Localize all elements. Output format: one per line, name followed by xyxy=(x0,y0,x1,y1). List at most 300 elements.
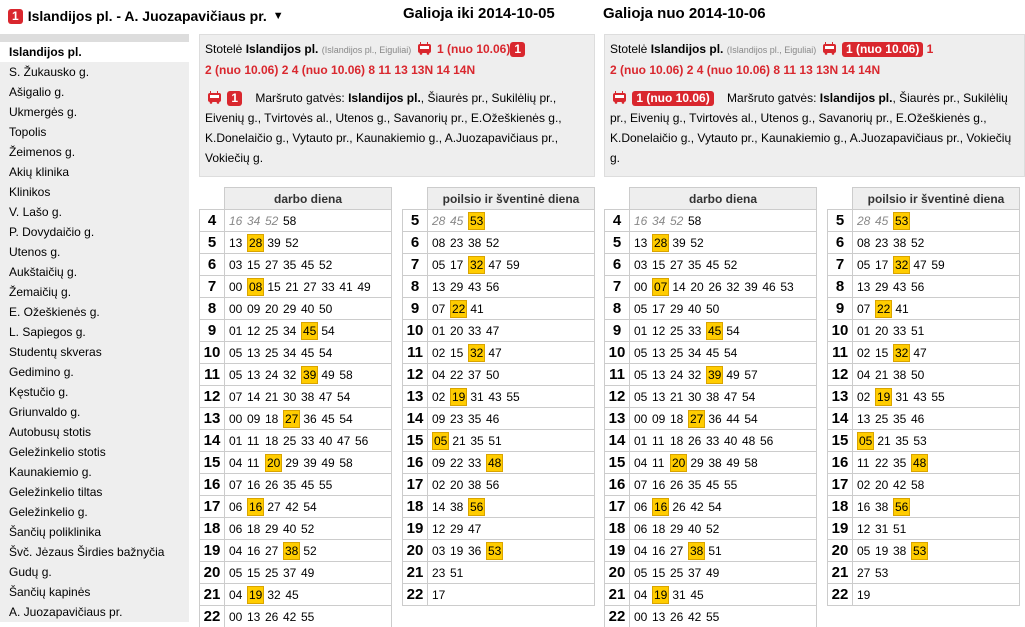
trolleybus-icon xyxy=(822,42,837,55)
hour-cell: 5 xyxy=(200,232,225,254)
departure-minute: 47 xyxy=(913,345,927,360)
departure-minute-highlighted: 39 xyxy=(708,367,722,382)
timetable-row xyxy=(403,584,595,606)
timetable-row xyxy=(605,232,817,254)
minutes-cell xyxy=(428,232,595,254)
stop-item[interactable]: Islandijos pl. xyxy=(0,42,189,62)
streets-label: Maršruto gatvės: xyxy=(255,91,345,105)
departure-minute-highlighted: 05 xyxy=(434,433,448,448)
departure-minute: 13 xyxy=(247,609,261,624)
departure-minute: 42 xyxy=(285,499,299,514)
timetable-row xyxy=(403,540,595,562)
hour-cell: 21 xyxy=(605,584,630,606)
stop-item[interactable]: Akių klinika xyxy=(9,165,70,179)
departure-minute: 35 xyxy=(688,477,702,492)
hour-cell: 13 xyxy=(403,386,428,408)
timetable-row xyxy=(200,452,392,474)
stop-item[interactable]: Topolis xyxy=(9,125,47,139)
timetable-row xyxy=(605,452,817,474)
departure-minute-highlighted: 48 xyxy=(488,455,502,470)
stop-item[interactable]: L. Sapiegos g. xyxy=(9,325,86,339)
timetable-row xyxy=(403,298,595,320)
minutes-cell xyxy=(853,254,1020,276)
departure-minute: 00 xyxy=(229,609,243,624)
day-type-header: poilsio ir šventinė diena xyxy=(428,188,595,210)
hour-cell: 8 xyxy=(828,276,853,298)
departure-minute: 34 xyxy=(283,345,297,360)
departure-minute: 54 xyxy=(321,323,335,338)
hour-cell: 5 xyxy=(828,210,853,232)
departure-minute: 56 xyxy=(486,279,500,294)
departure-minute: 47 xyxy=(319,389,333,404)
day-type-header: poilsio ir šventinė diena xyxy=(853,188,1020,210)
timetable-row xyxy=(605,606,817,627)
timetable-row xyxy=(605,408,817,430)
departure-minute: 00 xyxy=(634,609,648,624)
hour-cell: 11 xyxy=(403,342,428,364)
departure-minute: 09 xyxy=(432,411,446,426)
hour-cell: 12 xyxy=(200,386,225,408)
departure-minute-highlighted: 32 xyxy=(470,345,484,360)
departure-minute: 49 xyxy=(357,279,371,294)
departure-minute: 49 xyxy=(301,565,315,580)
timetable-row xyxy=(828,364,1020,386)
stop-item[interactable]: Gudų g. xyxy=(9,565,52,579)
departure-minute: 13 xyxy=(247,367,261,382)
minutes-cell xyxy=(630,452,817,474)
departure-minute-highlighted: 27 xyxy=(285,411,299,426)
timetable-row xyxy=(828,474,1020,496)
timetable-row xyxy=(605,562,817,584)
departure-minute: 38 xyxy=(708,455,722,470)
minutes-cell xyxy=(225,606,392,627)
departure-minute: 05 xyxy=(857,257,871,272)
departure-minute: 21 xyxy=(285,279,299,294)
departure-minute: 42 xyxy=(283,609,297,624)
departure-minute: 17 xyxy=(875,257,889,272)
departure-minute: 47 xyxy=(468,521,482,536)
departure-minute: 09 xyxy=(247,411,261,426)
stop-item[interactable]: Autobusų stotis xyxy=(9,425,92,439)
departure-minute: 04 xyxy=(634,543,648,558)
minutes-cell xyxy=(428,496,595,518)
hour-cell: 20 xyxy=(828,540,853,562)
minutes-cell xyxy=(630,584,817,606)
timetable-row xyxy=(200,232,392,254)
departure-minute: 52 xyxy=(911,235,925,250)
departure-minute: 23 xyxy=(450,411,464,426)
stop-item[interactable]: Šančių poliklinika xyxy=(9,525,102,539)
hour-cell: 16 xyxy=(403,452,428,474)
departure-minute-highlighted: 28 xyxy=(654,235,668,250)
stop-item[interactable]: Kaunakiemio g. xyxy=(9,465,92,479)
other-routes[interactable]: 2 (nuo 10.06) 2 4 (nuo 10.06) 8 11 13 13N 14 14N xyxy=(205,63,476,77)
streets-route-badge: 1 xyxy=(227,91,242,106)
departure-minute: 52 xyxy=(301,521,315,536)
departure-minute: 35 xyxy=(470,433,484,448)
timetable-row xyxy=(828,408,1020,430)
departure-minute: 02 xyxy=(857,345,871,360)
departure-minute: 28 xyxy=(432,213,446,228)
departure-minute: 04 xyxy=(432,367,446,382)
stop-item[interactable]: E. Ožeškienės g. xyxy=(9,305,100,319)
timetable-row xyxy=(828,254,1020,276)
departure-minute: 01 xyxy=(634,323,648,338)
departure-minute-highlighted: 32 xyxy=(470,257,484,272)
departure-minute: 09 xyxy=(432,455,446,470)
departure-minute: 26 xyxy=(708,279,722,294)
departure-minute: 26 xyxy=(672,499,686,514)
hour-cell: 10 xyxy=(403,320,428,342)
departure-minute: 15 xyxy=(247,565,261,580)
departure-minute: 33 xyxy=(893,323,907,338)
departure-minute: 16 xyxy=(229,213,243,228)
departure-minute-highlighted: 19 xyxy=(452,389,466,404)
departure-minute: 13 xyxy=(652,389,666,404)
route-link-note: (nuo 10.06) xyxy=(447,42,511,56)
departure-minute: 22 xyxy=(450,367,464,382)
hour-cell: 22 xyxy=(200,606,225,627)
departure-minute: 58 xyxy=(339,367,353,382)
hour-cell: 9 xyxy=(403,298,428,320)
stop-item[interactable]: Kęstučio g. xyxy=(9,385,69,399)
departure-minute-highlighted: 39 xyxy=(303,367,317,382)
streets-first: Islandijos pl. xyxy=(348,91,421,105)
departure-minute: 01 xyxy=(634,433,648,448)
hour-cell: 19 xyxy=(200,540,225,562)
departure-minute: 29 xyxy=(265,521,279,536)
departure-minute: 13 xyxy=(432,279,446,294)
stop-item[interactable]: A. Juozapavičiaus pr. xyxy=(9,605,123,619)
hour-header xyxy=(828,188,853,210)
hour-cell: 20 xyxy=(200,562,225,584)
departure-minute: 58 xyxy=(339,455,353,470)
minutes-cell xyxy=(428,518,595,540)
departure-minute: 07 xyxy=(432,301,446,316)
trolleybus-icon xyxy=(207,91,222,104)
departure-minute: 41 xyxy=(470,301,484,316)
hour-cell: 8 xyxy=(605,298,630,320)
hour-cell: 18 xyxy=(200,518,225,540)
departure-minute: 54 xyxy=(742,389,756,404)
departure-minute: 04 xyxy=(634,587,648,602)
departure-minute: 43 xyxy=(913,389,927,404)
timetable-row xyxy=(828,232,1020,254)
timetable-row xyxy=(403,210,595,232)
timetable-row xyxy=(200,386,392,408)
stops-list xyxy=(0,34,189,622)
hour-cell: 6 xyxy=(200,254,225,276)
minutes-cell xyxy=(630,562,817,584)
streets-label: Maršruto gatvės: xyxy=(727,91,817,105)
departure-minute: 18 xyxy=(247,521,261,536)
hour-cell: 4 xyxy=(605,210,630,232)
route-link-1[interactable] xyxy=(415,42,525,56)
departure-minute: 24 xyxy=(670,367,684,382)
departure-minute: 58 xyxy=(283,213,297,228)
stop-info-left xyxy=(199,34,595,177)
departure-minute: 55 xyxy=(706,609,720,624)
minutes-cell xyxy=(630,342,817,364)
timetable-row xyxy=(828,540,1020,562)
departure-minute: 53 xyxy=(913,433,927,448)
departure-minute: 19 xyxy=(450,543,464,558)
timetable-row xyxy=(200,276,392,298)
timetable-row xyxy=(403,386,595,408)
timetable-row xyxy=(200,430,392,452)
minutes-cell xyxy=(225,364,392,386)
departure-minute: 00 xyxy=(229,279,243,294)
departure-minute: 38 xyxy=(450,499,464,514)
stop-item[interactable]: V. Lašo g. xyxy=(9,205,62,219)
minutes-cell xyxy=(225,320,392,342)
departure-minute: 38 xyxy=(706,389,720,404)
stop-item[interactable]: Švč. Jėzaus Širdies bažnyčia xyxy=(9,545,165,559)
minutes-cell xyxy=(853,364,1020,386)
timetable-row xyxy=(605,364,817,386)
timetable-row xyxy=(403,364,595,386)
departure-minute: 45 xyxy=(706,257,720,272)
departure-minute: 05 xyxy=(634,565,648,580)
departure-minute: 01 xyxy=(229,433,243,448)
minutes-cell xyxy=(428,254,595,276)
departure-minute: 36 xyxy=(303,411,317,426)
minutes-cell xyxy=(630,408,817,430)
departure-minute: 05 xyxy=(857,543,871,558)
departure-minute: 42 xyxy=(893,477,907,492)
route-link-number: 1 xyxy=(926,42,934,56)
minutes-cell xyxy=(225,562,392,584)
hour-cell: 15 xyxy=(828,430,853,452)
chevron-down-icon[interactable]: ▼ xyxy=(272,10,284,22)
departure-minute: 15 xyxy=(875,345,889,360)
departure-minute: 37 xyxy=(283,565,297,580)
departure-minute: 03 xyxy=(432,543,446,558)
departure-minute: 35 xyxy=(283,477,297,492)
departure-minute: 34 xyxy=(688,345,702,360)
departure-minute: 13 xyxy=(857,279,871,294)
hour-cell: 14 xyxy=(828,408,853,430)
hour-cell: 18 xyxy=(828,496,853,518)
departure-minute-highlighted: 28 xyxy=(249,235,263,250)
departure-minute: 09 xyxy=(247,301,261,316)
stop-item[interactable]: Žemaičių g. xyxy=(9,285,72,299)
stop-name: Islandijos pl. xyxy=(650,42,724,56)
timetable-row xyxy=(403,320,595,342)
departure-minute-highlighted: 53 xyxy=(895,213,909,228)
minutes-cell xyxy=(225,232,392,254)
departure-minute: 51 xyxy=(708,543,722,558)
departure-minute: 00 xyxy=(229,411,243,426)
departure-minute: 14 xyxy=(432,499,446,514)
stop-item[interactable]: Ašigalio g. xyxy=(9,85,65,99)
minutes-cell xyxy=(630,518,817,540)
departure-minute: 51 xyxy=(450,565,464,580)
stop-item[interactable]: Griunvaldo g. xyxy=(9,405,81,419)
departure-minute-highlighted: 19 xyxy=(654,587,668,602)
hour-cell: 10 xyxy=(200,342,225,364)
hour-cell: 9 xyxy=(200,320,225,342)
departure-minute: 45 xyxy=(706,345,720,360)
departure-minute: 32 xyxy=(688,367,702,382)
departure-minute: 18 xyxy=(670,433,684,448)
minutes-cell xyxy=(428,584,595,606)
minutes-cell xyxy=(853,584,1020,606)
timetable-row xyxy=(403,408,595,430)
departure-minute: 07 xyxy=(229,389,243,404)
stop-item[interactable]: Gedimino g. xyxy=(9,365,74,379)
route-link-1[interactable] xyxy=(820,42,934,56)
route-title: Islandijos pl. - A. Juozapavičiaus pr. xyxy=(27,8,267,24)
departure-minute: 46 xyxy=(486,411,500,426)
departure-minute: 18 xyxy=(670,411,684,426)
stop-item[interactable]: S. Žukausko g. xyxy=(9,65,90,79)
departure-minute: 01 xyxy=(229,323,243,338)
departure-minute: 39 xyxy=(267,235,281,250)
departure-minute: 22 xyxy=(450,455,464,470)
departure-minute: 09 xyxy=(652,411,666,426)
departure-minute: 04 xyxy=(229,455,243,470)
hour-cell: 13 xyxy=(828,386,853,408)
hour-cell: 13 xyxy=(200,408,225,430)
streets-first: Islandijos pl. xyxy=(819,91,893,105)
departure-minute: 58 xyxy=(744,455,758,470)
route-badge: 1 (nuo 10.06) xyxy=(842,42,923,57)
route-selector[interactable] xyxy=(8,6,284,26)
stop-item[interactable]: P. Dovydaičio g. xyxy=(9,225,95,239)
minutes-cell xyxy=(630,232,817,254)
departure-minute: 29 xyxy=(670,301,684,316)
departure-minute: 55 xyxy=(301,609,315,624)
hour-cell: 12 xyxy=(403,364,428,386)
stop-item[interactable]: Geležinkelio g. xyxy=(9,505,88,519)
minutes-cell xyxy=(630,386,817,408)
departure-minute-highlighted: 22 xyxy=(877,301,891,316)
departure-minute: 56 xyxy=(355,433,369,448)
period-left-title: Galioja iki 2014-10-05 xyxy=(403,5,555,22)
departure-minute: 54 xyxy=(744,411,758,426)
stop-item[interactable]: Aukštaičių g. xyxy=(9,265,78,279)
timetable-row xyxy=(403,496,595,518)
departure-minute: 54 xyxy=(708,499,722,514)
hour-cell: 14 xyxy=(605,430,630,452)
timetable-row xyxy=(605,496,817,518)
timetable-old-holiday xyxy=(402,187,595,606)
departure-minute: 05 xyxy=(229,345,243,360)
minutes-cell xyxy=(225,408,392,430)
departure-minute: 02 xyxy=(857,389,871,404)
minutes-cell xyxy=(225,386,392,408)
stop-info-right xyxy=(604,34,1025,177)
stop-item[interactable]: Geležinkelio tiltas xyxy=(9,485,103,499)
minutes-cell xyxy=(630,496,817,518)
stop-aliases: (Islandijos pl., Eiguliai) xyxy=(321,45,412,55)
departure-minute: 12 xyxy=(247,323,261,338)
departure-minute: 39 xyxy=(672,235,686,250)
departure-minute: 13 xyxy=(652,367,666,382)
departure-minute: 24 xyxy=(265,367,279,382)
minutes-cell xyxy=(225,210,392,232)
departure-minute: 50 xyxy=(319,301,333,316)
departure-minute: 03 xyxy=(634,257,648,272)
departure-minute: 45 xyxy=(301,345,315,360)
timetable-row xyxy=(200,254,392,276)
departure-minute: 46 xyxy=(911,411,925,426)
departure-minute: 25 xyxy=(265,323,279,338)
departure-minute: 43 xyxy=(893,279,907,294)
departure-minute: 04 xyxy=(229,543,243,558)
departure-minute-highlighted: 53 xyxy=(488,543,502,558)
departure-minute: 27 xyxy=(857,565,871,580)
departure-minute: 11 xyxy=(247,455,260,470)
departure-minute: 54 xyxy=(724,345,738,360)
stop-item[interactable]: Ukmergės g. xyxy=(9,105,78,119)
departure-minute: 20 xyxy=(875,477,889,492)
other-routes[interactable]: 2 (nuo 10.06) 2 4 (nuo 10.06) 8 11 13 13N 14 14N xyxy=(610,63,881,77)
minutes-cell xyxy=(225,518,392,540)
departure-minute: 58 xyxy=(911,477,925,492)
departure-minute: 17 xyxy=(652,301,666,316)
timetable-row xyxy=(605,298,817,320)
departure-minute: 20 xyxy=(450,477,464,492)
hour-cell: 22 xyxy=(605,606,630,627)
departure-minute: 11 xyxy=(652,433,665,448)
timetable-new-workday xyxy=(604,187,817,627)
departure-minute: 25 xyxy=(265,345,279,360)
departure-minute: 27 xyxy=(265,543,279,558)
stop-item[interactable]: Studentų skveras xyxy=(9,345,102,359)
minutes-cell xyxy=(428,298,595,320)
stop-item[interactable]: Šančių kapinės xyxy=(9,585,91,599)
departure-minute: 16 xyxy=(652,543,666,558)
departure-minute: 47 xyxy=(913,257,927,272)
stop-item[interactable]: Klinikos xyxy=(9,185,51,199)
departure-minute: 32 xyxy=(726,279,740,294)
departure-minute: 30 xyxy=(688,389,702,404)
departure-minute: 07 xyxy=(229,477,243,492)
timetable-row xyxy=(200,496,392,518)
departure-minute: 31 xyxy=(672,587,686,602)
departure-minute: 35 xyxy=(893,411,907,426)
hour-cell: 7 xyxy=(605,276,630,298)
timetable-row xyxy=(828,584,1020,606)
departure-minute: 16 xyxy=(634,213,648,228)
departure-minute: 57 xyxy=(744,367,758,382)
departure-minute: 15 xyxy=(450,345,464,360)
timetable-row xyxy=(828,320,1020,342)
departure-minute: 54 xyxy=(726,323,740,338)
stop-item[interactable]: Utenos g. xyxy=(9,245,61,259)
departure-minute: 54 xyxy=(337,389,351,404)
stop-item[interactable]: Žeimenos g. xyxy=(9,145,76,159)
departure-minute: 37 xyxy=(468,367,482,382)
departure-minute: 04 xyxy=(229,587,243,602)
departure-minute: 27 xyxy=(670,543,684,558)
departure-minute: 13 xyxy=(247,345,261,360)
stop-item[interactable]: Geležinkelio stotis xyxy=(9,445,106,459)
departure-minute: 23 xyxy=(875,235,889,250)
departure-minute: 18 xyxy=(652,521,666,536)
hour-cell: 22 xyxy=(403,584,428,606)
departure-minute: 06 xyxy=(634,521,648,536)
stops-list-topbar xyxy=(0,34,189,42)
departure-minute: 31 xyxy=(895,389,909,404)
departure-minute: 13 xyxy=(652,609,666,624)
departure-minute: 13 xyxy=(229,235,243,250)
streets-route-badge: 1 (nuo 10.06) xyxy=(632,91,713,106)
hour-header xyxy=(605,188,630,210)
hour-cell: 12 xyxy=(605,386,630,408)
